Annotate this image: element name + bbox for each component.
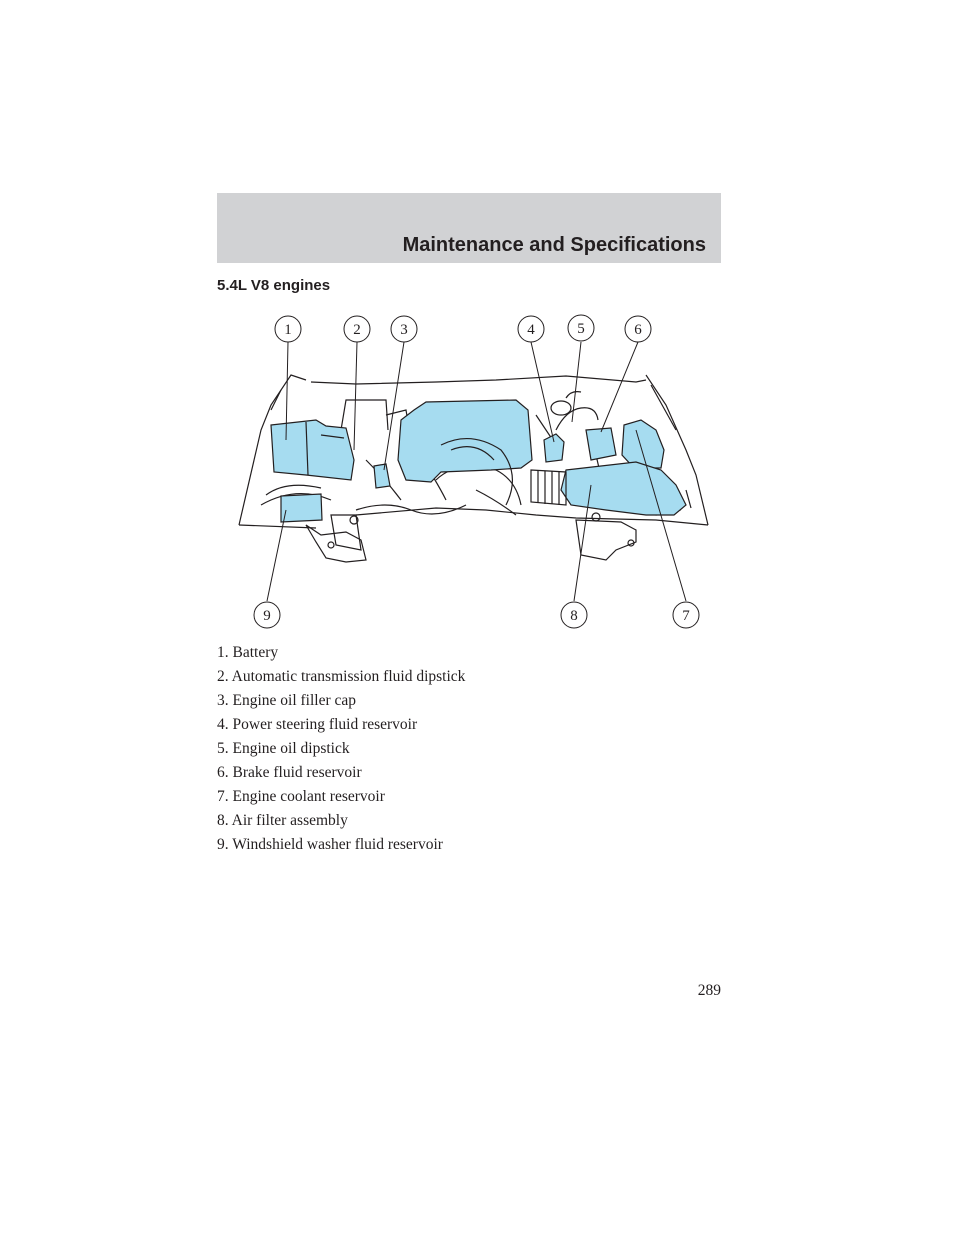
- legend-item: 8. Air filter assembly: [217, 812, 348, 829]
- power-steering-reservoir-shape: [544, 434, 564, 462]
- callout-8: [561, 602, 587, 628]
- legend-item: 2. Automatic transmission fluid dipstick: [217, 668, 466, 685]
- legend-item: 3. Engine oil filler cap: [217, 692, 357, 709]
- brake-fluid-reservoir-shape: [586, 428, 616, 460]
- callout-9: [254, 602, 280, 628]
- washer-reservoir-shape: [281, 494, 322, 522]
- svg-text:6: 6: [634, 322, 642, 338]
- intake-plenum-shape: [398, 400, 532, 482]
- legend-item: 6. Brake fluid reservoir: [217, 764, 362, 781]
- svg-text:5: 5: [577, 321, 585, 337]
- callout-7: [673, 602, 699, 628]
- svg-text:4: 4: [527, 322, 535, 338]
- callout-3: [391, 316, 417, 342]
- svg-text:7: 7: [682, 608, 690, 624]
- svg-text:1: 1: [284, 322, 292, 338]
- page-title: Maintenance and Specifications: [402, 234, 706, 256]
- callout-2: [344, 316, 370, 342]
- air-intake-duct: [531, 470, 566, 505]
- callout-1: [275, 316, 301, 342]
- section-heading: 5.4L V8 engines: [217, 277, 331, 294]
- battery-shape: [271, 420, 354, 480]
- svg-text:3: 3: [400, 322, 408, 338]
- air-filter-shape: [561, 462, 686, 515]
- coolant-reservoir-shape: [622, 420, 664, 468]
- legend-item: 9. Windshield washer fluid reservoir: [217, 836, 443, 853]
- engine-compartment-diagram: [236, 310, 716, 632]
- callout-6: [625, 316, 651, 342]
- component-legend: [217, 641, 465, 857]
- callout-4: [518, 316, 544, 342]
- svg-text:8: 8: [570, 608, 578, 624]
- legend-item: 5. Engine oil dipstick: [217, 740, 350, 757]
- highlighted-components: [271, 400, 691, 522]
- oil-filler-cap-shape: [374, 464, 390, 488]
- page-number: 289: [697, 982, 721, 999]
- callout-5: [568, 315, 594, 341]
- header-band: [217, 193, 721, 263]
- legend-item: 1. Battery: [217, 644, 279, 661]
- legend-item: 7. Engine coolant reservoir: [217, 788, 385, 805]
- legend-item: 4. Power steering fluid reservoir: [217, 716, 418, 733]
- svg-text:2: 2: [353, 322, 361, 338]
- svg-text:9: 9: [263, 608, 271, 624]
